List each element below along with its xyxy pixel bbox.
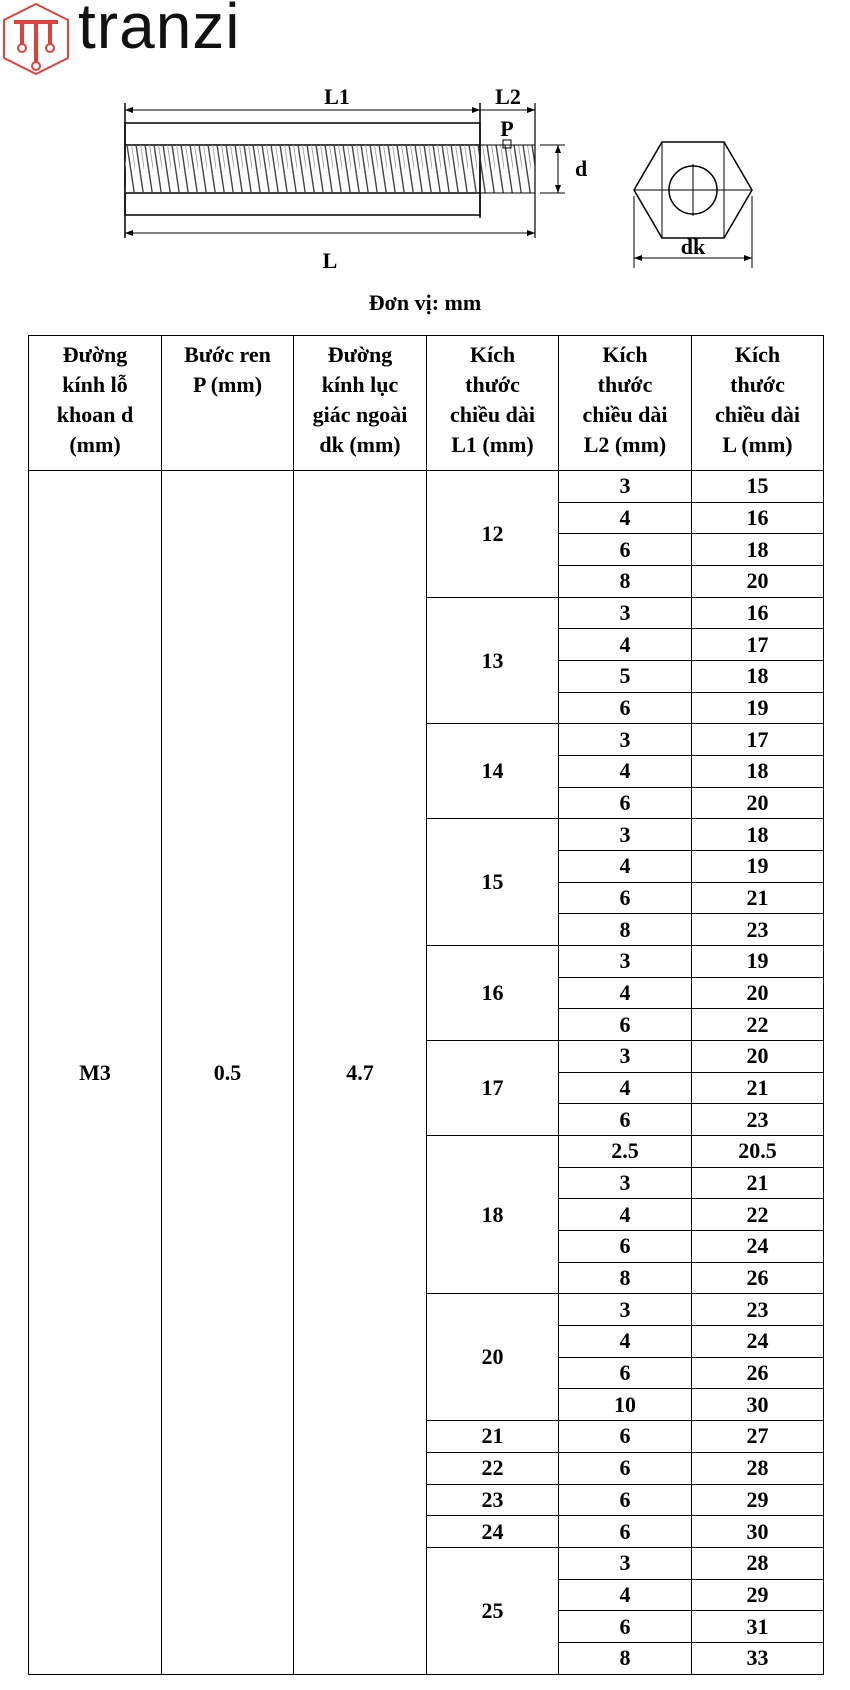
header-line: dk (mm) [319, 432, 401, 457]
label-d: d [575, 156, 588, 181]
cell-l: 30 [692, 1389, 824, 1421]
cell-l: 20 [692, 1041, 824, 1073]
cell-l2: 6 [559, 1516, 692, 1548]
cell-l2: 6 [559, 1357, 692, 1389]
header-line: Kích [469, 342, 516, 367]
header-line: thước [597, 372, 653, 397]
header-line: Bước ren [184, 342, 271, 367]
cell-l2: 3 [559, 724, 692, 756]
cell-l: 16 [692, 502, 824, 534]
cell-l: 19 [692, 851, 824, 883]
header-line: Kích [602, 342, 648, 367]
cell-l2: 4 [559, 1072, 692, 1104]
cell-l: 26 [692, 1262, 824, 1294]
spec-table [28, 335, 824, 1675]
cell-p: 0.5 [162, 471, 294, 1675]
cell-l: 19 [692, 692, 824, 724]
cell-l2: 10 [559, 1389, 692, 1421]
cell-l: 18 [692, 534, 824, 566]
header-line: kính lỗ [62, 372, 128, 397]
header-line: P (mm) [192, 372, 263, 397]
cell-l: 28 [692, 1547, 824, 1579]
cell-l2: 3 [559, 946, 692, 978]
cell-l: 18 [692, 661, 824, 693]
cell-l: 24 [692, 1231, 824, 1263]
cell-l: 16 [692, 597, 824, 629]
cell-l2: 4 [559, 1326, 692, 1358]
header-l2 [559, 336, 692, 471]
label-dk: dk [680, 234, 706, 259]
header-line: giác ngoài [312, 402, 408, 427]
header-line: khoan d [56, 402, 134, 427]
cell-l: 20 [692, 566, 824, 598]
cell-l2: 4 [559, 851, 692, 883]
header-dk [294, 336, 427, 471]
cell-l2: 6 [559, 1421, 692, 1453]
header-line: Kích [734, 342, 781, 367]
cell-d: M3 [29, 471, 162, 1675]
cell-l: 17 [692, 724, 824, 756]
cell-l: 22 [692, 1199, 824, 1231]
cell-l: 19 [692, 946, 824, 978]
header-line: chiều dài [582, 402, 668, 427]
standoff-dimension-diagram [0, 78, 850, 288]
cell-l2: 6 [559, 1009, 692, 1041]
spec-table-body [29, 471, 824, 1675]
cell-l1: 23 [427, 1484, 559, 1516]
header-line: kính lục [321, 372, 399, 397]
header-line: L1 (mm) [451, 432, 534, 457]
cell-l2: 6 [559, 1611, 692, 1643]
cell-l2: 3 [559, 471, 692, 503]
cell-l2: 6 [559, 882, 692, 914]
cell-l2: 6 [559, 1231, 692, 1263]
cell-l1: 16 [427, 946, 559, 1041]
header-line: thước [465, 372, 520, 397]
cell-l: 18 [692, 756, 824, 788]
cell-l2: 3 [559, 597, 692, 629]
cell-l: 17 [692, 629, 824, 661]
label-l: L [322, 248, 338, 273]
cell-l: 21 [692, 882, 824, 914]
cell-l1: 13 [427, 597, 559, 724]
cell-l: 29 [692, 1579, 824, 1611]
header-line: chiều dài [715, 402, 800, 427]
cell-l2: 6 [559, 692, 692, 724]
cell-l1: 14 [427, 724, 559, 819]
cell-l: 20 [692, 787, 824, 819]
cell-l2: 3 [559, 1547, 692, 1579]
cell-l: 20.5 [692, 1136, 824, 1168]
table-row [29, 471, 824, 503]
cell-l2: 3 [559, 819, 692, 851]
cell-l2: 3 [559, 1041, 692, 1073]
label-l2: L2 [495, 84, 521, 109]
header-p [162, 336, 294, 471]
cell-l: 23 [692, 914, 824, 946]
header-d-text [29, 340, 161, 460]
cell-l: 26 [692, 1357, 824, 1389]
cell-l2: 6 [559, 534, 692, 566]
header-l1-text [427, 340, 558, 460]
cell-l2: 4 [559, 977, 692, 1009]
cell-l: 33 [692, 1642, 824, 1674]
header-l2-text [559, 340, 691, 460]
table-header-row [29, 336, 824, 471]
cell-l: 20 [692, 977, 824, 1009]
circuit-t-hexagon-icon [0, 0, 78, 80]
cell-l2: 8 [559, 1262, 692, 1294]
cell-l1: 20 [427, 1294, 559, 1421]
cell-l1: 18 [427, 1136, 559, 1294]
header-line: chiều dài [450, 402, 535, 427]
cell-l2: 6 [559, 1452, 692, 1484]
header-dk-text [294, 340, 426, 460]
cell-l: 18 [692, 819, 824, 851]
cell-l: 24 [692, 1326, 824, 1358]
cell-l2: 4 [559, 1579, 692, 1611]
cell-l2: 3 [559, 1167, 692, 1199]
header-l-text [692, 340, 823, 460]
label-l1: L1 [324, 84, 350, 109]
cell-l: 15 [692, 471, 824, 503]
cell-l: 28 [692, 1452, 824, 1484]
cell-l: 23 [692, 1104, 824, 1136]
header-line: thước [730, 372, 785, 397]
cell-l1: 22 [427, 1452, 559, 1484]
header-line: L2 (mm) [583, 432, 667, 457]
cell-l1: 21 [427, 1421, 559, 1453]
cell-l2: 4 [559, 629, 692, 661]
cell-l: 29 [692, 1484, 824, 1516]
header-line: Đường [327, 342, 393, 367]
unit-note: Đơn vị: mm [368, 290, 482, 315]
cell-l: 27 [692, 1421, 824, 1453]
cell-l2: 8 [559, 914, 692, 946]
header-p-text [162, 340, 293, 400]
cell-l1: 24 [427, 1516, 559, 1548]
header-line: (mm) [69, 432, 121, 457]
label-p: P [500, 116, 514, 141]
cell-dk: 4.7 [294, 471, 427, 1675]
cell-l2: 4 [559, 1199, 692, 1231]
brand-logo [0, 0, 280, 80]
cell-l2: 8 [559, 566, 692, 598]
cell-l2: 8 [559, 1642, 692, 1674]
cell-l2: 4 [559, 502, 692, 534]
cell-l1: 12 [427, 471, 559, 598]
cell-l: 21 [692, 1167, 824, 1199]
header-d [29, 336, 162, 471]
cell-l2: 3 [559, 1294, 692, 1326]
header-line: L (mm) [722, 432, 793, 457]
brand-name: tranzi [78, 0, 241, 62]
cell-l2: 4 [559, 756, 692, 788]
cell-l1: 15 [427, 819, 559, 946]
cell-l1: 25 [427, 1547, 559, 1674]
cell-l: 31 [692, 1611, 824, 1643]
header-line: Đường [62, 342, 128, 367]
cell-l2: 6 [559, 1484, 692, 1516]
cell-l2: 5 [559, 661, 692, 693]
cell-l2: 6 [559, 787, 692, 819]
header-l1 [427, 336, 559, 471]
header-l [692, 336, 824, 471]
cell-l1: 17 [427, 1041, 559, 1136]
cell-l: 22 [692, 1009, 824, 1041]
cell-l2: 6 [559, 1104, 692, 1136]
cell-l: 21 [692, 1072, 824, 1104]
cell-l: 30 [692, 1516, 824, 1548]
cell-l2: 2.5 [559, 1136, 692, 1168]
cell-l: 23 [692, 1294, 824, 1326]
